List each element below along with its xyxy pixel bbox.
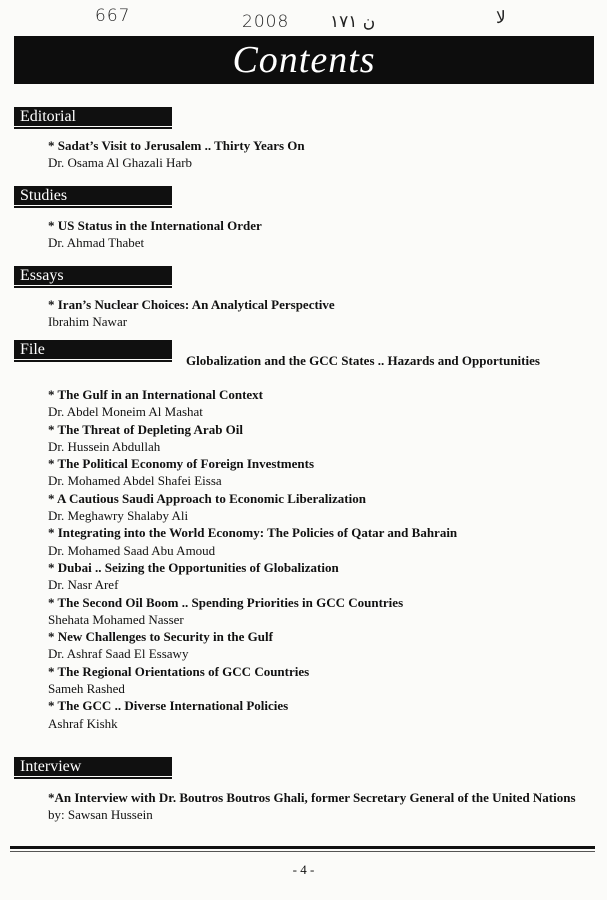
article-author: Dr. Nasr Aref [48,577,119,593]
essays-entries [48,296,335,331]
section-heading-file: File [14,340,172,359]
section-heading-editorial: Editorial [14,107,172,126]
section-rule [14,286,172,288]
article-author: Dr. Mohamed Abdel Shafei Eissa [48,473,222,489]
section-rule [14,360,172,362]
section-heading-essays: Essays [14,266,172,285]
article-author: Sameh Rashed [48,681,125,697]
article-author: Dr. Hussein Abdullah [48,438,161,454]
article-author: by: Sawsan Hussein [48,807,153,823]
article-title: * Integrating into the World Economy: The Policies of Qatar and Bahrain [48,525,458,541]
article-title: * The GCC .. Diverse International Policies [48,698,289,714]
article-author: Ibrahim Nawar [48,314,128,330]
article-author: Dr. Meghawry Shalaby Ali [48,508,189,524]
article-title: * The Gulf in an International Context [48,387,264,402]
page-number: - 4 - [292,862,315,877]
section-heading-interview: Interview [14,757,172,776]
file-entries [48,386,457,732]
article-title: * The Second Oil Boom .. Spending Priorities in GCC Countries [48,594,404,610]
article-author: Dr. Osama Al Ghazali Harb [48,155,193,171]
article-title: * The Regional Orientations of GCC Countries [48,663,310,679]
section-rule [14,127,172,129]
handwritten-number-left: 667 [95,6,131,26]
article-author: Dr. Mohamed Saad Abu Amoud [48,542,216,558]
studies-entries [48,217,262,252]
interview-entries [48,789,576,824]
contents-banner [14,36,594,84]
article-title: * Sadat’s Visit to Jerusalem .. Thirty Years On [48,138,305,153]
file-subtitle: Globalization and the GCC States .. Hazards and Opportunities [186,353,540,368]
article-author: Dr. Abdel Moneim Al Mashat [48,404,203,420]
article-title: * Iran’s Nuclear Choices: An Analytical Perspective [48,297,335,312]
page-title: Contents [232,39,376,81]
handwritten-mark-right: لا [496,8,506,28]
article-title: *An Interview with Dr. Boutros Boutros Ghali, former Secretary General of the United Nations [48,790,576,805]
article-title: * Dubai .. Seizing the Opportunities of Globalization [48,559,339,575]
article-author: Dr. Ahmad Thabet [48,235,145,251]
editorial-entries [48,137,305,172]
handwritten-year: 2008 [242,12,290,32]
article-title: * New Challenges to Security in the Gulf [48,629,273,645]
handwritten-issue: ن ١٧١ [330,12,376,32]
article-title: * US Status in the International Order [48,218,262,233]
article-title: * The Political Economy of Foreign Investments [48,456,315,472]
footer-rule-thin [10,851,595,852]
article-author: Shehata Mohamed Nasser [48,611,184,627]
section-rule [14,777,172,779]
article-author: Dr. Ashraf Saad El Essawy [48,646,189,662]
article-author: Ashraf Kishk [48,715,118,731]
section-rule [14,206,172,208]
article-title: * A Cautious Saudi Approach to Economic Liberalization [48,490,366,506]
article-title: * The Threat of Depleting Arab Oil [48,421,244,437]
section-heading-studies: Studies [14,186,172,205]
footer-rule [10,846,595,849]
